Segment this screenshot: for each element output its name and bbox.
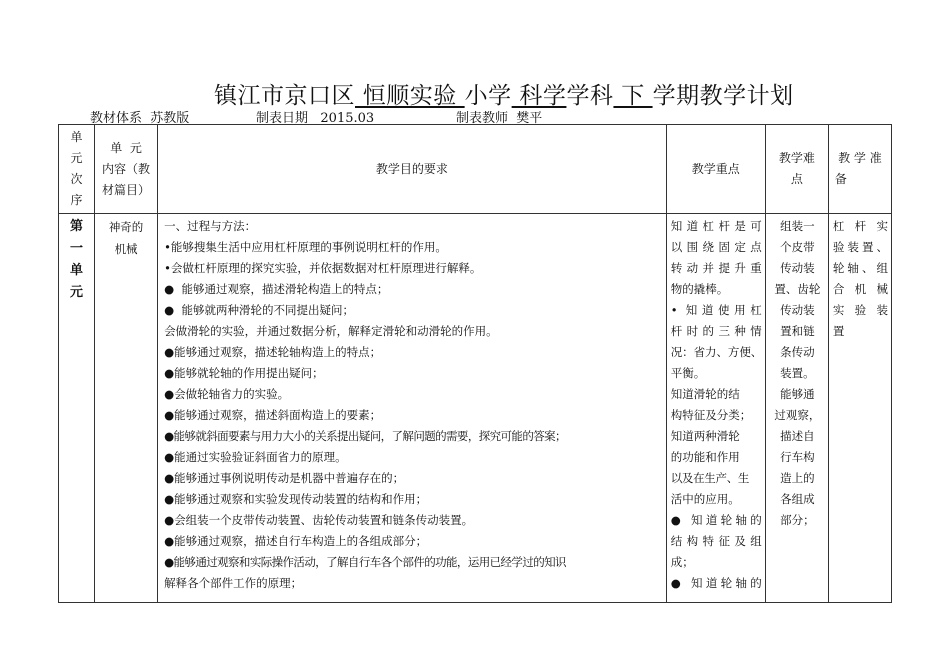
- list-item: •会做杠杆原理的探究实验，并依据数据对杠杆原理进行解释。: [164, 261, 482, 275]
- header-focus: 教学重点: [666, 125, 765, 214]
- meta-date: 制表日期 2015.03: [256, 111, 375, 126]
- unit-topic-cell: 神奇的 机械: [95, 214, 158, 603]
- title-subject-suffix: 学科: [566, 83, 614, 109]
- meta-textbook: 教材体系 苏教版: [90, 111, 190, 126]
- teaching-plan-table: [58, 124, 892, 603]
- title-school: 恒顺实验: [355, 83, 465, 109]
- header-unit-order: 单 元 次 序: [59, 125, 95, 214]
- list-item: ●能够通过观察，描述斜面构造上的要素；: [164, 408, 382, 422]
- title-district: 镇江市京口区: [214, 83, 355, 109]
- list-item: ●会组装一个皮带传动装置、齿轮传动装置和链条传动装置。: [164, 513, 474, 527]
- list-item: 会做滑轮的实验，并通过数据分析，解释定滑轮和动滑轮的作用。: [164, 324, 498, 338]
- title-term: 下: [613, 83, 653, 109]
- list-item: •能够搜集生活中应用杠杆原理的事例说明杠杆的作用。: [164, 240, 447, 254]
- list-item: ●能够通过观察和实际操作活动，了解自行车各个部件的功能，运用已经学过的知识: [164, 555, 566, 569]
- list-item: ●能够通过观察和实验发现传动装置的结构和作用；: [164, 492, 428, 506]
- title-subject: 科学: [511, 83, 567, 109]
- table-header-row: [59, 125, 892, 214]
- list-item: ●能够就轮轴的作用提出疑问；: [164, 366, 324, 380]
- list-item: ●会做轮轴省力的实验。: [164, 387, 290, 401]
- meta-teacher: 制表教师 樊平: [456, 111, 543, 126]
- list-item: ●能够通过观察，描述自行车构造上的各组成部分；: [164, 534, 428, 548]
- header-preparation: 教 学 准 备: [828, 125, 891, 214]
- table-row: [59, 214, 892, 603]
- header-difficulty: 教学难 点: [765, 125, 828, 214]
- list-item: ●能够通过观察，描述轮轴构造上的特点；: [164, 345, 382, 359]
- title-level: 小学: [464, 83, 512, 109]
- list-item: ● 能够通过观察，描述滑轮构造上的特点；: [164, 282, 389, 296]
- list-item: 一、过程与方法：: [164, 219, 257, 233]
- list-item: ●能够通过事例说明传动是机器中普遍存在的；: [164, 471, 405, 485]
- list-item: 解释各个部件工作的原理；: [164, 576, 303, 590]
- list-item: ●能通过实验验证斜面省力的原理。: [164, 450, 347, 464]
- preparation-cell: 杠杆实 验装置、 轮轴、组 合机械 实验装 置: [828, 214, 891, 603]
- requirements-cell: [158, 214, 667, 603]
- title-plan: 学期教学计划: [652, 83, 794, 109]
- unit-order-cell: 第 一 单 元: [59, 214, 95, 603]
- page-title: [214, 77, 794, 110]
- list-item: ●能够就斜面要素与用力大小的关系提出疑问，了解问题的需要，探究可能的答案；: [164, 429, 566, 443]
- difficulty-cell: 组装一 个皮带 传动装 置、齿轮 传动装 置和链 条传动 装置。 能够通 过观察， 描述自 行车构 造上的 各组成 部分；: [765, 214, 828, 603]
- focus-cell: 知道杠杆是可 以围绕固定点 转动并提升重 物的撬棒。 • 知道使用杠 杆时的三种情 况：省力、方便、 平衡。 知道滑轮的结 构特征及分类； 知道两种滑轮 的功能和作用 以及在生产、生 活中的应用。 ● 知道轮轴的 结构特征及组 成； ● 知道轮轴的: [666, 214, 765, 603]
- list-item: ● 能够就两种滑轮的不同提出疑问；: [164, 303, 354, 317]
- header-unit-content: 单 元 内容（教 材篇目）: [95, 125, 158, 214]
- header-requirements: 教学目的要求: [158, 125, 667, 214]
